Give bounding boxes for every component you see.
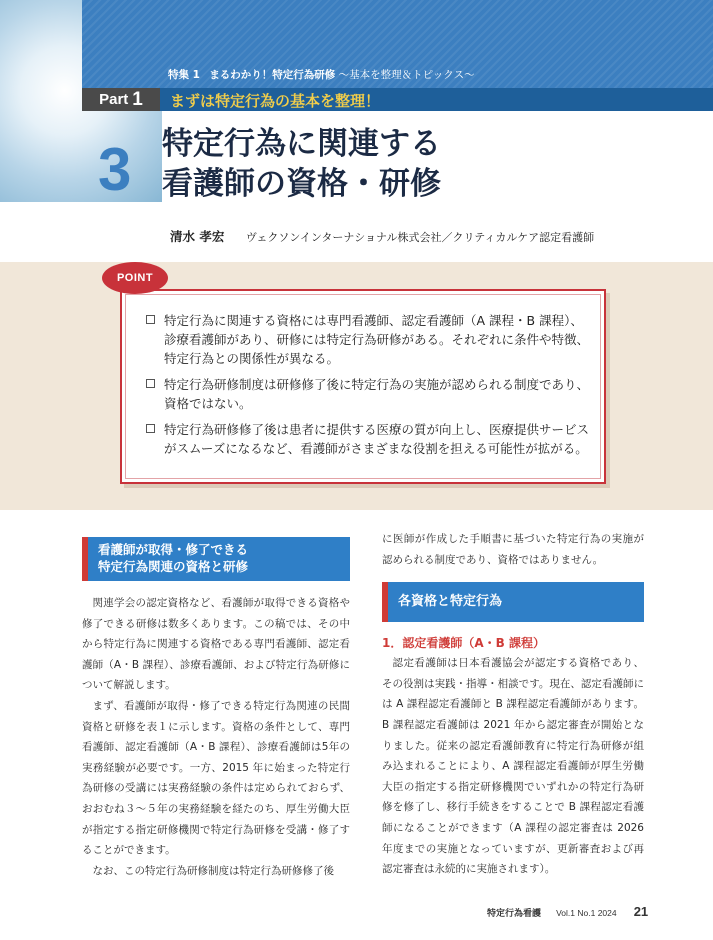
point-item-text: 特定行為に関連する資格には専門看護師、認定看護師（A 課程・B 課程）、診療看護師があり、研修には特定行為研修がある。それぞれに条件や特徴、特定行為との関係性が異なる。 xyxy=(164,313,590,366)
point-item xyxy=(146,375,592,413)
body-paragraph: 関連学会の認定資格など、看護師が取得できる資格や修了できる研修は数多くあります。この稿では、その中から特定行為に関連する資格である専門看護師、認定看護師（A・B 課程）、診療看護師、および特定行為研修について解説します。 xyxy=(82,597,350,692)
section-heading-qualifications xyxy=(82,537,350,581)
section-heading-each-qualification: 各資格と特定行為 xyxy=(382,582,644,622)
subheading-certified-nurse: 1．認定看護師（A・B 課程） xyxy=(382,636,545,651)
checkbox-icon xyxy=(146,315,155,324)
article-number: 3 xyxy=(98,136,132,203)
section-heading-line1: 看護師が取得・修了できる xyxy=(98,542,249,557)
body-paragraph-continued: に医師が作成した手順書に基づいた特定行為の実施が認められる制度であり、資格ではありません。 xyxy=(382,533,644,566)
article-title-line1: 特定行為に関連する xyxy=(162,126,441,162)
section-heading-line2: 特定行為関連の資格と研修 xyxy=(98,559,249,574)
feature-title: まるわかり！特定行為研修 xyxy=(209,69,336,81)
part-badge xyxy=(82,88,160,111)
point-item-text: 特定行為研修修了後は患者に提供する医療の質が向上し、医療提供サービスがスムーズになるなど、看護師がさまざまな役割を担える可能性が拡がる。 xyxy=(164,422,590,456)
journal-name: 特定行為看護 xyxy=(487,909,542,919)
journal-volume: Vol.1 No.1 2024 xyxy=(556,908,617,918)
checkbox-icon xyxy=(146,424,155,433)
left-column xyxy=(82,537,350,881)
author-name: 清水 孝宏 xyxy=(170,229,225,244)
feature-line xyxy=(168,67,475,82)
checkbox-icon xyxy=(146,379,155,388)
article-title-line2: 看護師の資格・研修 xyxy=(162,166,441,202)
author-affiliation: ヴェクソンインターナショナル株式会社／クリティカルケア認定看護師 xyxy=(245,231,595,244)
point-item-text: 特定行為研修制度は研修修了後に特定行為の実施が認められる制度であり、資格ではない。 xyxy=(164,377,590,411)
article-title xyxy=(162,124,672,204)
point-item xyxy=(146,420,592,458)
part-title: まずは特定行為の基本を整理！ xyxy=(170,92,381,110)
feature-subtitle: ～基本を整理＆トピックス～ xyxy=(338,69,475,81)
page-number: 21 xyxy=(633,904,649,919)
feature-label: 特集 1 xyxy=(168,69,200,81)
right-column xyxy=(382,529,644,880)
point-list xyxy=(146,311,592,465)
point-item xyxy=(146,311,592,368)
body-paragraph: なお、この特定行為研修制度は特定行為研修修了後 xyxy=(92,864,334,877)
part-word: Part xyxy=(99,91,129,108)
part-number: 1 xyxy=(132,88,143,110)
author-line xyxy=(170,227,594,245)
left-body xyxy=(82,593,350,881)
point-badge: POINT xyxy=(102,262,168,294)
page-footer xyxy=(487,901,648,920)
body-paragraph: まず、看護師が取得・修了できる特定行為関連の民間資格と研修を表１に示します。資格の条件として、専門看護師、認定看護師（A・B 課程）、診療看護師は5年の実務経験が必要です。一方、2015 年に始まった特定行為研修の受講には実務経験の条件は定められておらず、おおむね３～５年の実務経験を経たのち、厚生労働大臣が指定する指定研修機関で特定行為研修を受講・修了することができます。 xyxy=(82,699,350,857)
body-paragraph: 認定看護師は日本看護協会が認定する資格であり、その役割は実践・指導・相談です。現在、認定看護師には A 課程認定看護師と B 課程認定看護師があります。B 課程認定看護師は 2021 年から認定審査が開始となりました。従来の認定看護師教育に特定行為研修が組み込まれることにより、A 課程認定看護師が厚生労働大臣の指定する指定研修機関でいずれかの特定行為研修を修了し、移行手続きをすることで B 課程認定看護師になることができます（A 課程の認定審査は 2026 年度までの実施となっていますが、更新審査および再認定審査は永続的に実施されます）。 xyxy=(382,657,644,876)
